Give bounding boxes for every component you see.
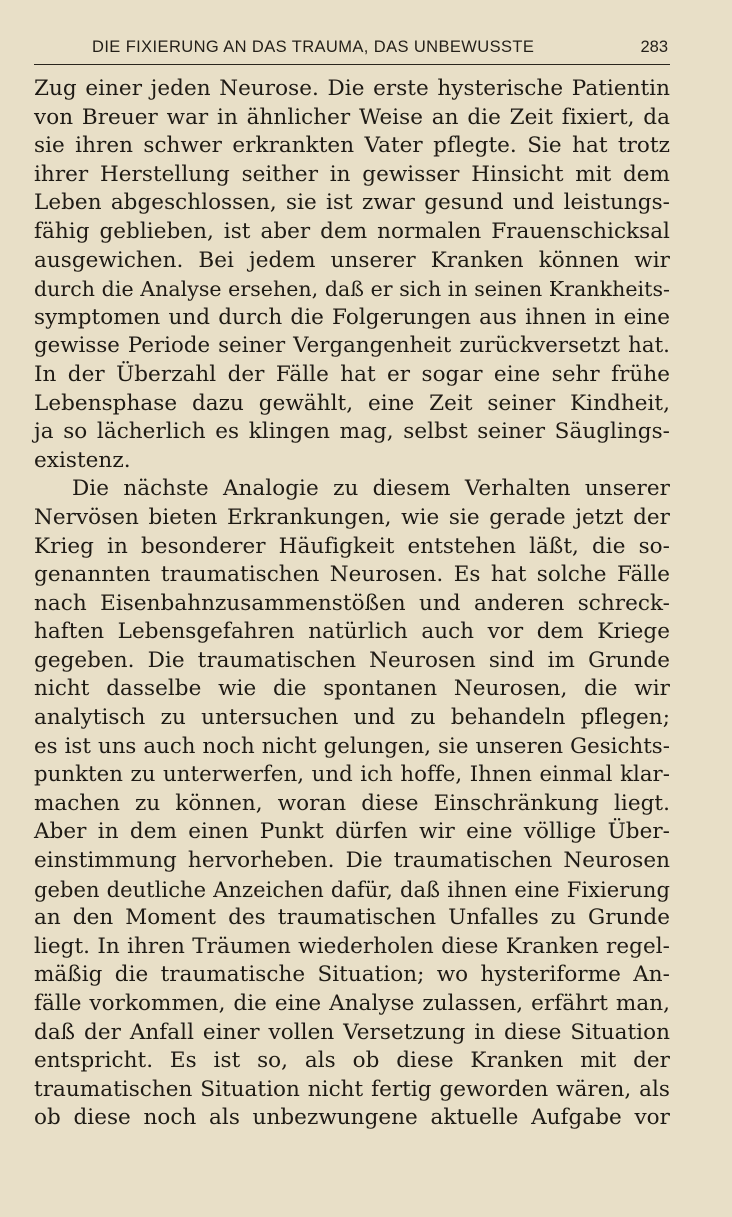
text-line: symptomen und durch die Folgerungen aus ihnen in eine	[34, 304, 670, 330]
text-line: entspricht. Es ist so, als ob diese Kranken mit der	[34, 1048, 670, 1074]
text-line: ausgewichen. Bei jedem unserer Kranken können wir	[34, 247, 670, 273]
text-line: Lebensphase dazu gewählt, eine Zeit seiner Kindheit,	[34, 390, 670, 416]
text-line: Nervösen bieten Erkrankungen, wie sie gerade jetzt der	[34, 504, 670, 530]
text-line: von Breuer war in ähnlicher Weise an die Zeit fixiert, da	[34, 104, 670, 130]
paragraph-end-line: existenz.	[34, 447, 131, 473]
text-line: gegeben. Die traumatischen Neurosen sind im Grunde	[34, 647, 670, 673]
text-line: ihrer Herstellung seither in gewisser Hinsicht mit dem	[34, 161, 670, 187]
text-line: In der Überzahl der Fälle hat er sogar eine sehr frühe	[34, 361, 670, 387]
text-line: liegt. In ihren Träumen wiederholen diese Kranken regel-	[34, 933, 670, 959]
text-line: traumatischen Situation nicht fertig geworden wären, als	[34, 1076, 670, 1102]
text-line: Leben abgeschlossen, sie ist zwar gesund und leistungs-	[34, 190, 670, 216]
text-line: gewisse Periode seiner Vergangenheit zurückversetzt hat.	[34, 333, 670, 359]
text-line: an den Moment des traumatischen Unfalles zu Grunde	[34, 905, 670, 931]
text-line: daß der Anfall einer vollen Versetzung in diese Situation	[34, 1019, 670, 1045]
text-line: einstimmung hervorheben. Die traumatischen Neurosen	[34, 848, 670, 874]
body-text	[34, 75, 670, 1133]
text-line: genannten traumatischen Neurosen. Es hat solche Fälle	[34, 562, 670, 588]
page-number: 283	[640, 38, 668, 56]
text-line: haften Lebensgefahren natürlich auch vor dem Kriege	[34, 619, 670, 645]
paragraph-start-line: Die nächste Analogie zu diesem Verhalten unserer	[72, 476, 670, 502]
text-line: ja so lächerlich es klingen mag, selbst seiner Säuglings-	[34, 419, 670, 445]
running-header	[34, 38, 670, 65]
text-line: sie ihren schwer erkrankten Vater pflegte. Sie hat trotz	[34, 133, 670, 159]
text-line: geben deutliche Anzeichen dafür, daß ihnen eine Fixierung	[34, 877, 670, 902]
text-line: nicht dasselbe wie die spontanen Neurosen, die wir	[34, 676, 670, 702]
text-line: ob diese noch als unbezwungene aktuelle Aufgabe vor	[34, 1105, 670, 1131]
text-line: nach Eisenbahnzusammenstößen und anderen schreck-	[34, 590, 670, 616]
header-title: DIE FIXIERUNG AN DAS TRAUMA, DAS UNBEWUSSTE	[92, 38, 535, 56]
text-line: es ist uns auch noch nicht gelungen, sie unseren Gesichts-	[34, 733, 670, 759]
text-line: punkten zu unterwerfen, und ich hoffe, Ihnen einmal klar-	[34, 762, 670, 788]
text-line: Zug einer jeden Neurose. Die erste hysterische Patientin	[34, 76, 670, 101]
text-line: Aber in dem einen Punkt dürfen wir eine völlige Über-	[34, 819, 670, 845]
text-line: durch die Analyse ersehen, daß er sich in seinen Krankheits-	[34, 277, 670, 302]
text-line: analytisch zu untersuchen und zu behandeln pflegen;	[34, 705, 670, 731]
text-line: mäßig die traumatische Situation; wo hysteriforme An-	[34, 962, 670, 988]
text-line: machen zu können, woran diese Einschränkung liegt.	[34, 790, 670, 816]
text-line: fähig geblieben, ist aber dem normalen Frauenschicksal	[34, 218, 670, 244]
text-line: fälle vorkommen, die eine Analyse zulassen, erfährt man,	[34, 991, 670, 1016]
text-line: Krieg in besonderer Häufigkeit entstehen läßt, die so-	[34, 533, 670, 559]
